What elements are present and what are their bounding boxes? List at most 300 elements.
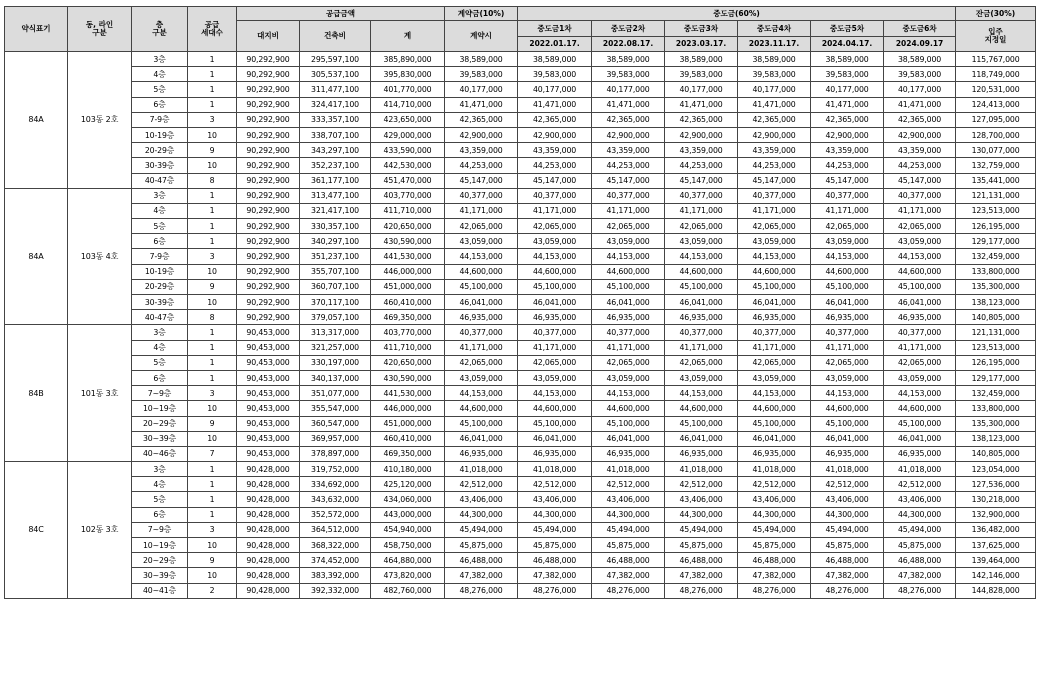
cell-units: 8 [188, 173, 237, 188]
cell-middle-2: 47,382,000 [592, 568, 665, 583]
cell-middle-1: 41,171,000 [518, 340, 592, 355]
cell-floor: 40-47층 [132, 310, 188, 325]
cell-total: 441,530,000 [371, 386, 445, 401]
cell-middle-6: 41,171,000 [884, 340, 956, 355]
cell-units: 3 [188, 386, 237, 401]
cell-land: 90,292,900 [237, 310, 300, 325]
cell-units: 1 [188, 234, 237, 249]
cell-balance: 126,195,000 [956, 219, 1036, 234]
cell-building: 319,752,000 [300, 462, 371, 477]
cell-middle-6: 45,494,000 [884, 522, 956, 537]
cell-middle-4: 43,406,000 [738, 492, 811, 507]
cell-middle-2: 46,935,000 [592, 310, 665, 325]
cell-middle-1: 41,018,000 [518, 462, 592, 477]
cell-middle-5: 43,406,000 [811, 492, 884, 507]
cell-middle-1: 43,406,000 [518, 492, 592, 507]
cell-middle-6: 42,065,000 [884, 219, 956, 234]
table-row [5, 67, 1036, 82]
cell-balance: 136,482,000 [956, 522, 1036, 537]
cell-middle-3: 44,253,000 [665, 158, 738, 173]
cell-building: 330,197,000 [300, 355, 371, 370]
cell-contract: 43,406,000 [445, 492, 518, 507]
cell-middle-4: 41,471,000 [738, 97, 811, 112]
cell-middle-4: 44,600,000 [738, 264, 811, 279]
cell-building: 313,317,000 [300, 325, 371, 340]
cell-middle-5: 41,471,000 [811, 97, 884, 112]
table-row [5, 279, 1036, 294]
cell-total: 469,350,000 [371, 446, 445, 461]
cell-units: 7 [188, 446, 237, 461]
cell-middle-2: 46,041,000 [592, 431, 665, 446]
cell-middle-2: 40,177,000 [592, 82, 665, 97]
table-row [5, 538, 1036, 553]
cell-land: 90,292,900 [237, 52, 300, 67]
cell-contract: 44,600,000 [445, 401, 518, 416]
table-row [5, 462, 1036, 477]
cell-middle-4: 46,935,000 [738, 446, 811, 461]
cell-middle-4: 46,488,000 [738, 553, 811, 568]
cell-units: 10 [188, 158, 237, 173]
cell-middle-5: 42,065,000 [811, 219, 884, 234]
cell-middle-3: 44,300,000 [665, 507, 738, 522]
header-middle-3: 중도금3차 [665, 21, 738, 37]
cell-units: 1 [188, 219, 237, 234]
cell-middle-4: 38,589,000 [738, 52, 811, 67]
cell-contract: 43,359,000 [445, 143, 518, 158]
cell-middle-1: 44,300,000 [518, 507, 592, 522]
table-body [5, 52, 1036, 599]
cell-contract: 43,059,000 [445, 234, 518, 249]
cell-contract: 44,153,000 [445, 249, 518, 264]
header-middle-2-date: 2022.08.17. [592, 37, 665, 52]
cell-middle-4: 43,059,000 [738, 234, 811, 249]
cell-contract: 41,018,000 [445, 462, 518, 477]
cell-middle-4: 46,041,000 [738, 295, 811, 310]
cell-units: 3 [188, 249, 237, 264]
cell-middle-6: 42,900,000 [884, 127, 956, 142]
cell-middle-3: 43,059,000 [665, 234, 738, 249]
header-total: 계 [371, 21, 445, 52]
cell-middle-3: 46,041,000 [665, 431, 738, 446]
cell-middle-5: 45,100,000 [811, 416, 884, 431]
cell-building: 370,117,100 [300, 295, 371, 310]
cell-units: 3 [188, 522, 237, 537]
cell-middle-4: 42,065,000 [738, 219, 811, 234]
cell-balance: 132,459,000 [956, 249, 1036, 264]
cell-land: 90,453,000 [237, 325, 300, 340]
cell-contract: 42,065,000 [445, 355, 518, 370]
cell-units: 1 [188, 370, 237, 385]
cell-contract: 45,875,000 [445, 538, 518, 553]
header-middle-3-date: 2023.03.17. [665, 37, 738, 52]
cell-middle-5: 46,041,000 [811, 431, 884, 446]
cell-middle-5: 42,900,000 [811, 127, 884, 142]
cell-building: 351,077,000 [300, 386, 371, 401]
cell-middle-5: 42,512,000 [811, 477, 884, 492]
cell-land: 90,453,000 [237, 401, 300, 416]
cell-building: 355,707,100 [300, 264, 371, 279]
cell-middle-1: 42,365,000 [518, 112, 592, 127]
cell-middle-3: 44,153,000 [665, 249, 738, 264]
cell-middle-4: 48,276,000 [738, 583, 811, 598]
cell-middle-6: 40,377,000 [884, 188, 956, 203]
cell-building: 324,417,100 [300, 97, 371, 112]
cell-building: 340,297,100 [300, 234, 371, 249]
cell-total: 451,000,000 [371, 279, 445, 294]
cell-middle-5: 44,153,000 [811, 249, 884, 264]
cell-floor: 10~19층 [132, 401, 188, 416]
cell-building: 333,357,100 [300, 112, 371, 127]
cell-contract: 48,276,000 [445, 583, 518, 598]
table-row [5, 340, 1036, 355]
cell-middle-2: 40,377,000 [592, 188, 665, 203]
cell-middle-1: 44,600,000 [518, 401, 592, 416]
cell-land: 90,453,000 [237, 370, 300, 385]
cell-middle-2: 41,018,000 [592, 462, 665, 477]
cell-balance: 129,177,000 [956, 234, 1036, 249]
cell-middle-6: 44,300,000 [884, 507, 956, 522]
cell-building: 383,392,000 [300, 568, 371, 583]
cell-middle-3: 46,935,000 [665, 310, 738, 325]
cell-balance: 142,146,000 [956, 568, 1036, 583]
table-row [5, 219, 1036, 234]
cell-middle-3: 42,512,000 [665, 477, 738, 492]
header-middle-4-date: 2023.11.17. [738, 37, 811, 52]
cell-middle-5: 43,059,000 [811, 234, 884, 249]
cell-balance: 124,413,000 [956, 97, 1036, 112]
cell-middle-2: 45,494,000 [592, 522, 665, 537]
cell-type-mark: 84B [5, 325, 68, 462]
cell-building: 369,957,000 [300, 431, 371, 446]
cell-balance: 135,300,000 [956, 279, 1036, 294]
cell-total: 403,770,000 [371, 188, 445, 203]
cell-land: 90,292,900 [237, 188, 300, 203]
cell-total: 410,180,000 [371, 462, 445, 477]
header-units: 공급 세대수 [188, 7, 237, 52]
table-row [5, 401, 1036, 416]
cell-middle-4: 42,365,000 [738, 112, 811, 127]
cell-units: 1 [188, 340, 237, 355]
cell-middle-3: 40,377,000 [665, 325, 738, 340]
cell-middle-3: 44,153,000 [665, 386, 738, 401]
cell-middle-6: 42,512,000 [884, 477, 956, 492]
cell-middle-1: 42,065,000 [518, 355, 592, 370]
cell-middle-2: 41,171,000 [592, 203, 665, 218]
table-row [5, 203, 1036, 218]
cell-contract: 41,171,000 [445, 340, 518, 355]
cell-total: 443,000,000 [371, 507, 445, 522]
cell-building: 379,057,100 [300, 310, 371, 325]
cell-land: 90,292,900 [237, 127, 300, 142]
cell-middle-3: 47,382,000 [665, 568, 738, 583]
cell-balance: 120,531,000 [956, 82, 1036, 97]
cell-land: 90,292,900 [237, 97, 300, 112]
cell-middle-6: 38,589,000 [884, 52, 956, 67]
header-type-mark: 약식표기 [5, 7, 68, 52]
table-row [5, 249, 1036, 264]
cell-balance: 132,459,000 [956, 386, 1036, 401]
cell-building: 364,512,000 [300, 522, 371, 537]
table-row [5, 158, 1036, 173]
cell-middle-5: 45,494,000 [811, 522, 884, 537]
table-row [5, 507, 1036, 522]
header-land: 대지비 [237, 21, 300, 52]
cell-floor: 30-39층 [132, 295, 188, 310]
cell-floor: 40~41층 [132, 583, 188, 598]
cell-middle-3: 42,900,000 [665, 127, 738, 142]
cell-land: 90,428,000 [237, 538, 300, 553]
cell-contract: 45,100,000 [445, 279, 518, 294]
cell-balance: 132,900,000 [956, 507, 1036, 522]
cell-building: 392,332,000 [300, 583, 371, 598]
cell-middle-6: 42,365,000 [884, 112, 956, 127]
header-balance: 입주 지정일 [956, 21, 1036, 52]
header-middle-1: 중도금1차 [518, 21, 592, 37]
cell-middle-5: 38,589,000 [811, 52, 884, 67]
cell-middle-6: 41,471,000 [884, 97, 956, 112]
cell-middle-4: 47,382,000 [738, 568, 811, 583]
cell-total: 430,590,000 [371, 370, 445, 385]
cell-total: 411,710,000 [371, 203, 445, 218]
cell-units: 1 [188, 492, 237, 507]
cell-contract: 45,100,000 [445, 416, 518, 431]
table-row [5, 82, 1036, 97]
cell-contract: 44,300,000 [445, 507, 518, 522]
cell-contract: 40,177,000 [445, 82, 518, 97]
cell-floor: 20-29층 [132, 279, 188, 294]
cell-middle-2: 44,600,000 [592, 264, 665, 279]
cell-units: 1 [188, 203, 237, 218]
cell-contract: 44,153,000 [445, 386, 518, 401]
table-row [5, 416, 1036, 431]
cell-middle-2: 44,600,000 [592, 401, 665, 416]
cell-middle-4: 46,935,000 [738, 310, 811, 325]
cell-units: 10 [188, 431, 237, 446]
cell-building: 321,417,100 [300, 203, 371, 218]
cell-middle-3: 42,065,000 [665, 219, 738, 234]
cell-middle-5: 44,253,000 [811, 158, 884, 173]
cell-units: 10 [188, 127, 237, 142]
cell-middle-2: 45,100,000 [592, 416, 665, 431]
cell-floor: 4층 [132, 340, 188, 355]
cell-floor: 20-29층 [132, 143, 188, 158]
cell-middle-3: 40,377,000 [665, 188, 738, 203]
cell-balance: 130,218,000 [956, 492, 1036, 507]
cell-units: 1 [188, 462, 237, 477]
cell-building: 360,547,000 [300, 416, 371, 431]
cell-contract: 44,600,000 [445, 264, 518, 279]
cell-dong-line: 102동 3호 [68, 462, 132, 599]
cell-middle-5: 41,018,000 [811, 462, 884, 477]
cell-building: 352,572,000 [300, 507, 371, 522]
cell-middle-3: 45,100,000 [665, 279, 738, 294]
cell-units: 1 [188, 97, 237, 112]
cell-balance: 140,805,000 [956, 310, 1036, 325]
cell-building: 305,537,100 [300, 67, 371, 82]
cell-middle-4: 42,065,000 [738, 355, 811, 370]
cell-middle-4: 40,177,000 [738, 82, 811, 97]
cell-middle-5: 46,041,000 [811, 295, 884, 310]
cell-units: 1 [188, 477, 237, 492]
cell-middle-2: 42,512,000 [592, 477, 665, 492]
cell-contract: 46,041,000 [445, 295, 518, 310]
cell-total: 482,760,000 [371, 583, 445, 598]
cell-middle-5: 45,147,000 [811, 173, 884, 188]
cell-floor: 30~39층 [132, 431, 188, 446]
cell-middle-6: 46,488,000 [884, 553, 956, 568]
cell-total: 451,470,000 [371, 173, 445, 188]
cell-land: 90,428,000 [237, 477, 300, 492]
header-contract: 계약시 [445, 21, 518, 52]
cell-units: 1 [188, 325, 237, 340]
table-row [5, 477, 1036, 492]
cell-balance: 135,300,000 [956, 416, 1036, 431]
cell-middle-4: 45,100,000 [738, 279, 811, 294]
header-building: 건축비 [300, 21, 371, 52]
cell-middle-1: 45,875,000 [518, 538, 592, 553]
cell-floor: 4층 [132, 67, 188, 82]
cell-middle-1: 45,494,000 [518, 522, 592, 537]
cell-middle-1: 38,589,000 [518, 52, 592, 67]
header-middle-6: 중도금6차 [884, 21, 956, 37]
cell-middle-1: 44,253,000 [518, 158, 592, 173]
cell-contract: 44,253,000 [445, 158, 518, 173]
cell-floor: 6층 [132, 97, 188, 112]
cell-total: 434,060,000 [371, 492, 445, 507]
cell-total: 441,530,000 [371, 249, 445, 264]
cell-building: 352,237,100 [300, 158, 371, 173]
cell-middle-6: 48,276,000 [884, 583, 956, 598]
cell-middle-4: 44,153,000 [738, 249, 811, 264]
cell-middle-6: 47,382,000 [884, 568, 956, 583]
cell-middle-4: 45,147,000 [738, 173, 811, 188]
cell-middle-6: 41,171,000 [884, 203, 956, 218]
cell-middle-3: 45,494,000 [665, 522, 738, 537]
table-row [5, 325, 1036, 340]
cell-middle-3: 41,018,000 [665, 462, 738, 477]
cell-units: 9 [188, 143, 237, 158]
cell-middle-5: 46,935,000 [811, 446, 884, 461]
header-floor: 층 구분 [132, 7, 188, 52]
cell-middle-4: 40,377,000 [738, 325, 811, 340]
cell-building: 343,297,100 [300, 143, 371, 158]
cell-middle-2: 45,875,000 [592, 538, 665, 553]
cell-balance: 133,800,000 [956, 264, 1036, 279]
cell-floor: 10-19층 [132, 264, 188, 279]
cell-balance: 118,749,000 [956, 67, 1036, 82]
cell-middle-2: 46,041,000 [592, 295, 665, 310]
cell-middle-6: 45,875,000 [884, 538, 956, 553]
cell-middle-2: 48,276,000 [592, 583, 665, 598]
cell-middle-3: 46,935,000 [665, 446, 738, 461]
cell-middle-1: 46,041,000 [518, 295, 592, 310]
cell-balance: 127,095,000 [956, 112, 1036, 127]
cell-middle-4: 45,100,000 [738, 416, 811, 431]
header-middle-2: 중도금2차 [592, 21, 665, 37]
cell-middle-3: 43,359,000 [665, 143, 738, 158]
cell-balance: 139,464,000 [956, 553, 1036, 568]
cell-balance: 137,625,000 [956, 538, 1036, 553]
cell-floor: 7~9층 [132, 386, 188, 401]
cell-floor: 5층 [132, 355, 188, 370]
cell-contract: 38,589,000 [445, 52, 518, 67]
cell-middle-3: 46,041,000 [665, 295, 738, 310]
cell-middle-6: 44,153,000 [884, 249, 956, 264]
cell-units: 10 [188, 401, 237, 416]
cell-dong-line: 103동 4호 [68, 188, 132, 325]
table-row [5, 431, 1036, 446]
cell-land: 90,428,000 [237, 492, 300, 507]
cell-middle-2: 39,583,000 [592, 67, 665, 82]
cell-floor: 6층 [132, 234, 188, 249]
cell-total: 411,710,000 [371, 340, 445, 355]
cell-middle-1: 42,065,000 [518, 219, 592, 234]
cell-middle-2: 45,100,000 [592, 279, 665, 294]
header-middle-group: 중도금(60%) [518, 7, 956, 21]
header-dong-line: 동, 라인 구분 [68, 7, 132, 52]
cell-middle-1: 43,059,000 [518, 234, 592, 249]
cell-middle-6: 45,147,000 [884, 173, 956, 188]
table-row [5, 583, 1036, 598]
cell-middle-6: 44,600,000 [884, 264, 956, 279]
cell-middle-6: 46,041,000 [884, 431, 956, 446]
cell-middle-1: 45,100,000 [518, 416, 592, 431]
cell-middle-1: 40,377,000 [518, 188, 592, 203]
cell-contract: 45,147,000 [445, 173, 518, 188]
cell-land: 90,292,900 [237, 249, 300, 264]
cell-middle-3: 42,065,000 [665, 355, 738, 370]
cell-middle-5: 44,300,000 [811, 507, 884, 522]
cell-land: 90,428,000 [237, 553, 300, 568]
cell-middle-2: 44,153,000 [592, 386, 665, 401]
cell-contract: 46,935,000 [445, 446, 518, 461]
cell-floor: 3층 [132, 462, 188, 477]
cell-middle-1: 44,153,000 [518, 249, 592, 264]
cell-middle-1: 45,147,000 [518, 173, 592, 188]
cell-building: 330,357,100 [300, 219, 371, 234]
cell-total: 433,590,000 [371, 143, 445, 158]
table-row [5, 127, 1036, 142]
cell-building: 334,692,000 [300, 477, 371, 492]
header-middle-1-date: 2022.01.17. [518, 37, 592, 52]
cell-middle-1: 46,488,000 [518, 553, 592, 568]
header-contract-group: 계약금(10%) [445, 7, 518, 21]
cell-type-mark: 84A [5, 188, 68, 325]
cell-middle-2: 42,065,000 [592, 355, 665, 370]
cell-floor: 4층 [132, 477, 188, 492]
table-row [5, 355, 1036, 370]
cell-middle-2: 44,153,000 [592, 249, 665, 264]
cell-contract: 43,059,000 [445, 370, 518, 385]
cell-units: 9 [188, 553, 237, 568]
cell-middle-2: 46,935,000 [592, 446, 665, 461]
cell-total: 454,940,000 [371, 522, 445, 537]
cell-middle-4: 45,494,000 [738, 522, 811, 537]
cell-balance: 121,131,000 [956, 188, 1036, 203]
cell-middle-4: 41,018,000 [738, 462, 811, 477]
cell-land: 90,292,900 [237, 173, 300, 188]
cell-floor: 6층 [132, 507, 188, 522]
table-row [5, 568, 1036, 583]
cell-units: 1 [188, 67, 237, 82]
cell-balance: 129,177,000 [956, 370, 1036, 385]
cell-middle-4: 40,377,000 [738, 188, 811, 203]
cell-middle-5: 44,153,000 [811, 386, 884, 401]
cell-middle-4: 43,359,000 [738, 143, 811, 158]
cell-units: 2 [188, 583, 237, 598]
cell-middle-5: 40,377,000 [811, 325, 884, 340]
price-table [4, 6, 1036, 599]
